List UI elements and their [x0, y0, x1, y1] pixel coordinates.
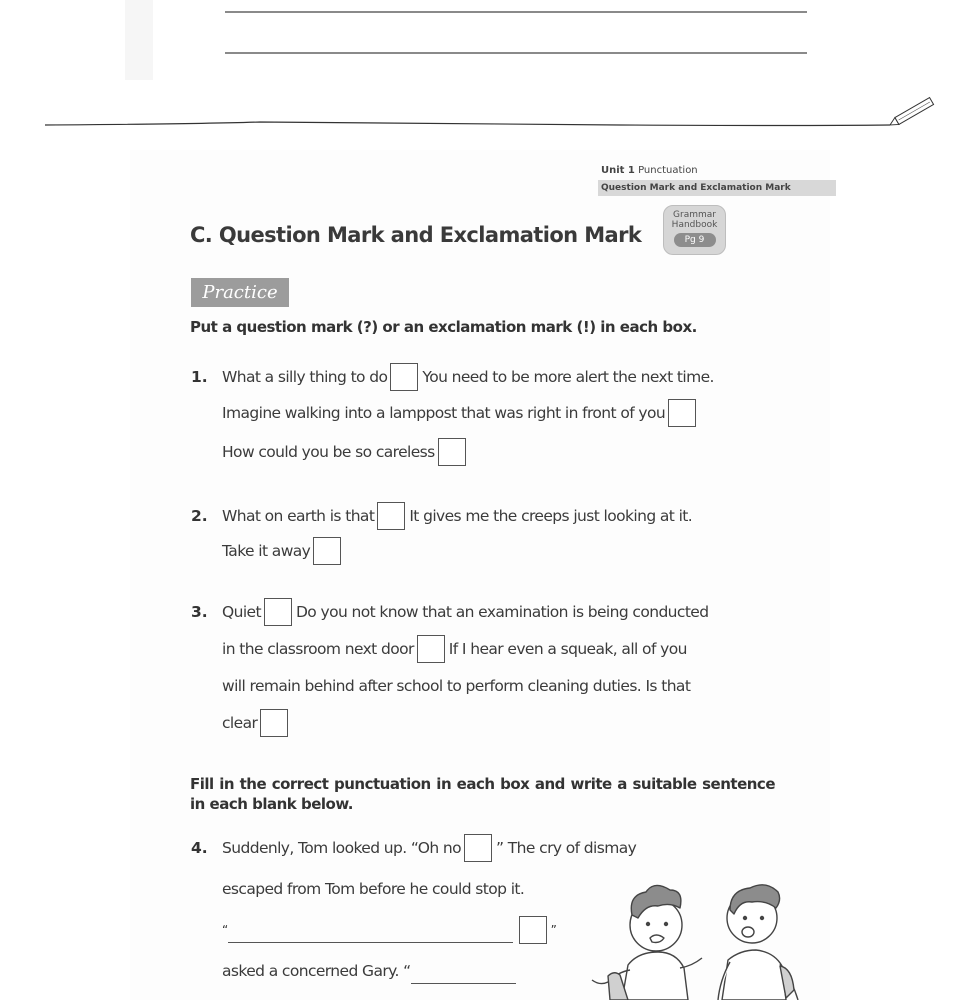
unit-label: [601, 164, 698, 177]
instruction-part1: Put a question mark (?) or an exclamation mark (!) in each box.: [190, 318, 697, 336]
answer-box[interactable]: [417, 635, 445, 663]
line-text: How could you be so careless: [222, 443, 435, 461]
worried-boy-figure: [592, 885, 702, 1000]
close-quote: ”: [550, 923, 557, 937]
question-line: [222, 596, 708, 628]
instruction-part2: Fill in the correct punctuation in each box and write a suitable sentence in each blank below.: [190, 775, 775, 813]
concerned-boy-figure: [718, 885, 798, 1000]
line-text: Imagine walking into a lamppost that was right in front of you: [222, 404, 666, 422]
sentence-blank[interactable]: [228, 922, 513, 943]
question-number: 2.: [191, 507, 208, 525]
pencil-icon: [888, 98, 934, 129]
answer-box[interactable]: [390, 363, 418, 391]
question-number: 3.: [191, 603, 208, 621]
line-text: What on earth is that: [222, 507, 375, 525]
answer-box[interactable]: [668, 399, 696, 427]
question-line: [222, 535, 345, 567]
question-line: [222, 436, 470, 468]
question-line: [222, 914, 556, 946]
question-line: [222, 397, 700, 429]
question-line: [222, 832, 636, 864]
question-number: 1.: [191, 368, 208, 386]
answer-box[interactable]: [260, 709, 288, 737]
practice-label: Practice: [191, 278, 289, 307]
line-text: Take it away: [222, 542, 311, 560]
line-text: ” The cry of dismay: [496, 839, 637, 857]
open-quote: “: [222, 923, 228, 937]
badge-line2: Handbook: [671, 220, 718, 230]
answer-box[interactable]: [264, 598, 292, 626]
answer-box[interactable]: [313, 537, 341, 565]
badge-line1: Grammar: [673, 210, 716, 220]
line-text: You need to be more alert the next time.: [422, 368, 714, 386]
line-text: clear: [222, 714, 258, 732]
line-text: escaped from Tom before he could stop it.: [222, 880, 525, 898]
question-line: [222, 873, 524, 905]
question-line: [222, 633, 687, 665]
topic-bar: Question Mark and Exclamation Mark: [598, 180, 836, 196]
line-text: Quiet: [222, 603, 261, 621]
answer-box[interactable]: [377, 502, 405, 530]
question-line: [222, 707, 292, 739]
page-divider: [0, 0, 960, 140]
line-text: If I hear even a squeak, all of you: [448, 640, 687, 658]
question-line: [222, 500, 692, 532]
question-line: [222, 670, 690, 702]
badge-page: Pg 9: [674, 233, 716, 247]
unit-name: Punctuation: [638, 165, 698, 176]
two-boys-illustration: [580, 880, 810, 1000]
line-text: Do you not know that an examination is being conducted: [295, 603, 709, 621]
line-text: will remain behind after school to perform cleaning duties. Is that: [222, 677, 691, 695]
line-text: It gives me the creeps just looking at it.: [409, 507, 693, 525]
section-title: C. Question Mark and Exclamation Mark: [190, 223, 642, 247]
question-line: [222, 955, 516, 987]
line-text: Suddenly, Tom looked up. “Oh no: [222, 839, 462, 857]
question-line: [222, 361, 714, 393]
answer-box[interactable]: [438, 438, 466, 466]
line-text: asked a concerned Gary. “: [222, 962, 411, 980]
question-number: 4.: [191, 839, 208, 857]
line-text: What a silly thing to do: [222, 368, 388, 386]
answer-box[interactable]: [464, 834, 492, 862]
unit-number: Unit 1: [601, 165, 635, 176]
answer-box[interactable]: [519, 916, 547, 944]
sentence-blank[interactable]: [411, 963, 516, 984]
line-text: in the classroom next door: [222, 640, 414, 658]
grammar-handbook-badge: [663, 205, 726, 255]
